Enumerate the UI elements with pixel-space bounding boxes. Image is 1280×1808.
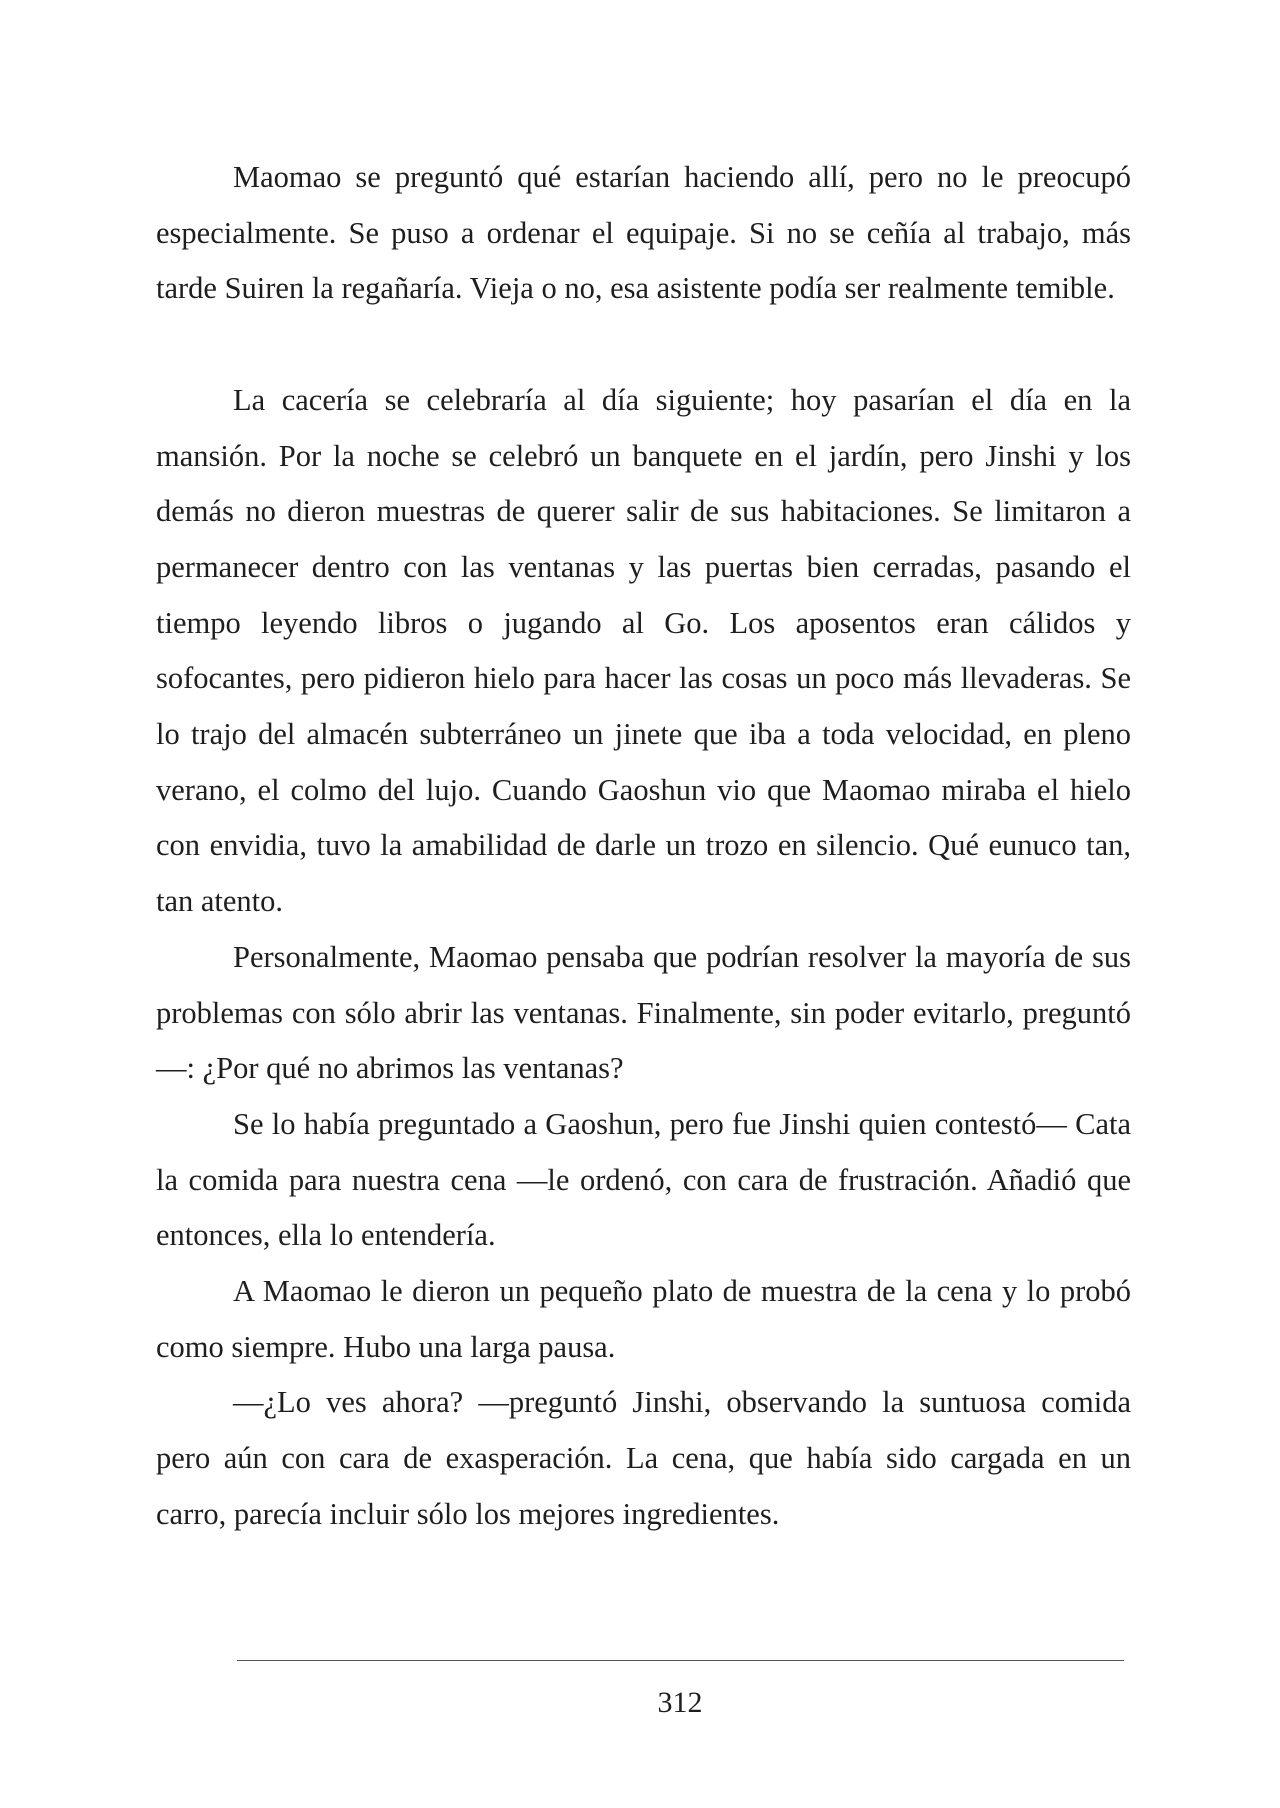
page-number: 312 — [657, 1686, 703, 1719]
paragraph-4: Se lo había preguntado a Gaoshun, pero fue Jinshi quien contestó— Cata la comida para nuestra cena —le ordenó, con cara de frustración. Añadió que entonces, ella lo entendería. — [156, 1106, 1131, 1253]
paragraph-1: Maomao se preguntó qué estarían haciendo allí, pero no le preocupó especialmente. Se puso a ordenar el equipaje. Si no se ceñía al trabajo, más tarde Suiren la regañaría. Vieja o no, esa asistente podía ser realmente temible. — [156, 160, 1131, 306]
paragraph-3: Personalmente, Maomao pensaba que podrían resolver la mayoría de sus problemas con sólo abrir las ventanas. Finalmente, sin poder evitarlo, preguntó—: ¿Por qué no abrimos las ventanas? — [156, 939, 1131, 1086]
paragraph-5: A Maomao le dieron un pequeño plato de muestra de la cena y lo probó como siempre. Hubo una larga pausa. — [156, 1274, 1131, 1364]
paragraph-6: —¿Lo ves ahora? —preguntó Jinshi, observando la suntuosa comida pero aún con cara de exasperación. La cena, que había sido cargada en un carro, parecía incluir sólo los mejores ingredientes. — [156, 1385, 1131, 1531]
section-break — [156, 317, 1131, 373]
paragraph-2: La cacería se celebraría al día siguiente; hoy pasarían el día en la mansión. Por la noche se celebró un banquete en el jardín, pero Jinshi y los demás no dieron muestras de querer salir de sus habitaciones. Se limitaron a permanecer dentro con las ventanas y las puertas bien cerradas, pasando el tiempo leyendo libros o jugando al Go. Los aposentos eran cálidos y sofocantes, pero pidieron hielo para hacer las cosas un poco más llevaderas. Se lo trajo del almacén subterráneo un jinete que iba a toda velocidad, en pleno verano, el colmo del lujo. Cuando Gaoshun vio que Maomao miraba el hielo con envidia, tuvo la amabilidad de darle un trozo en silencio. Qué eunuco tan, tan atento. — [156, 382, 1131, 919]
footer-rule — [237, 1660, 1124, 1661]
page-body — [156, 150, 1131, 1543]
